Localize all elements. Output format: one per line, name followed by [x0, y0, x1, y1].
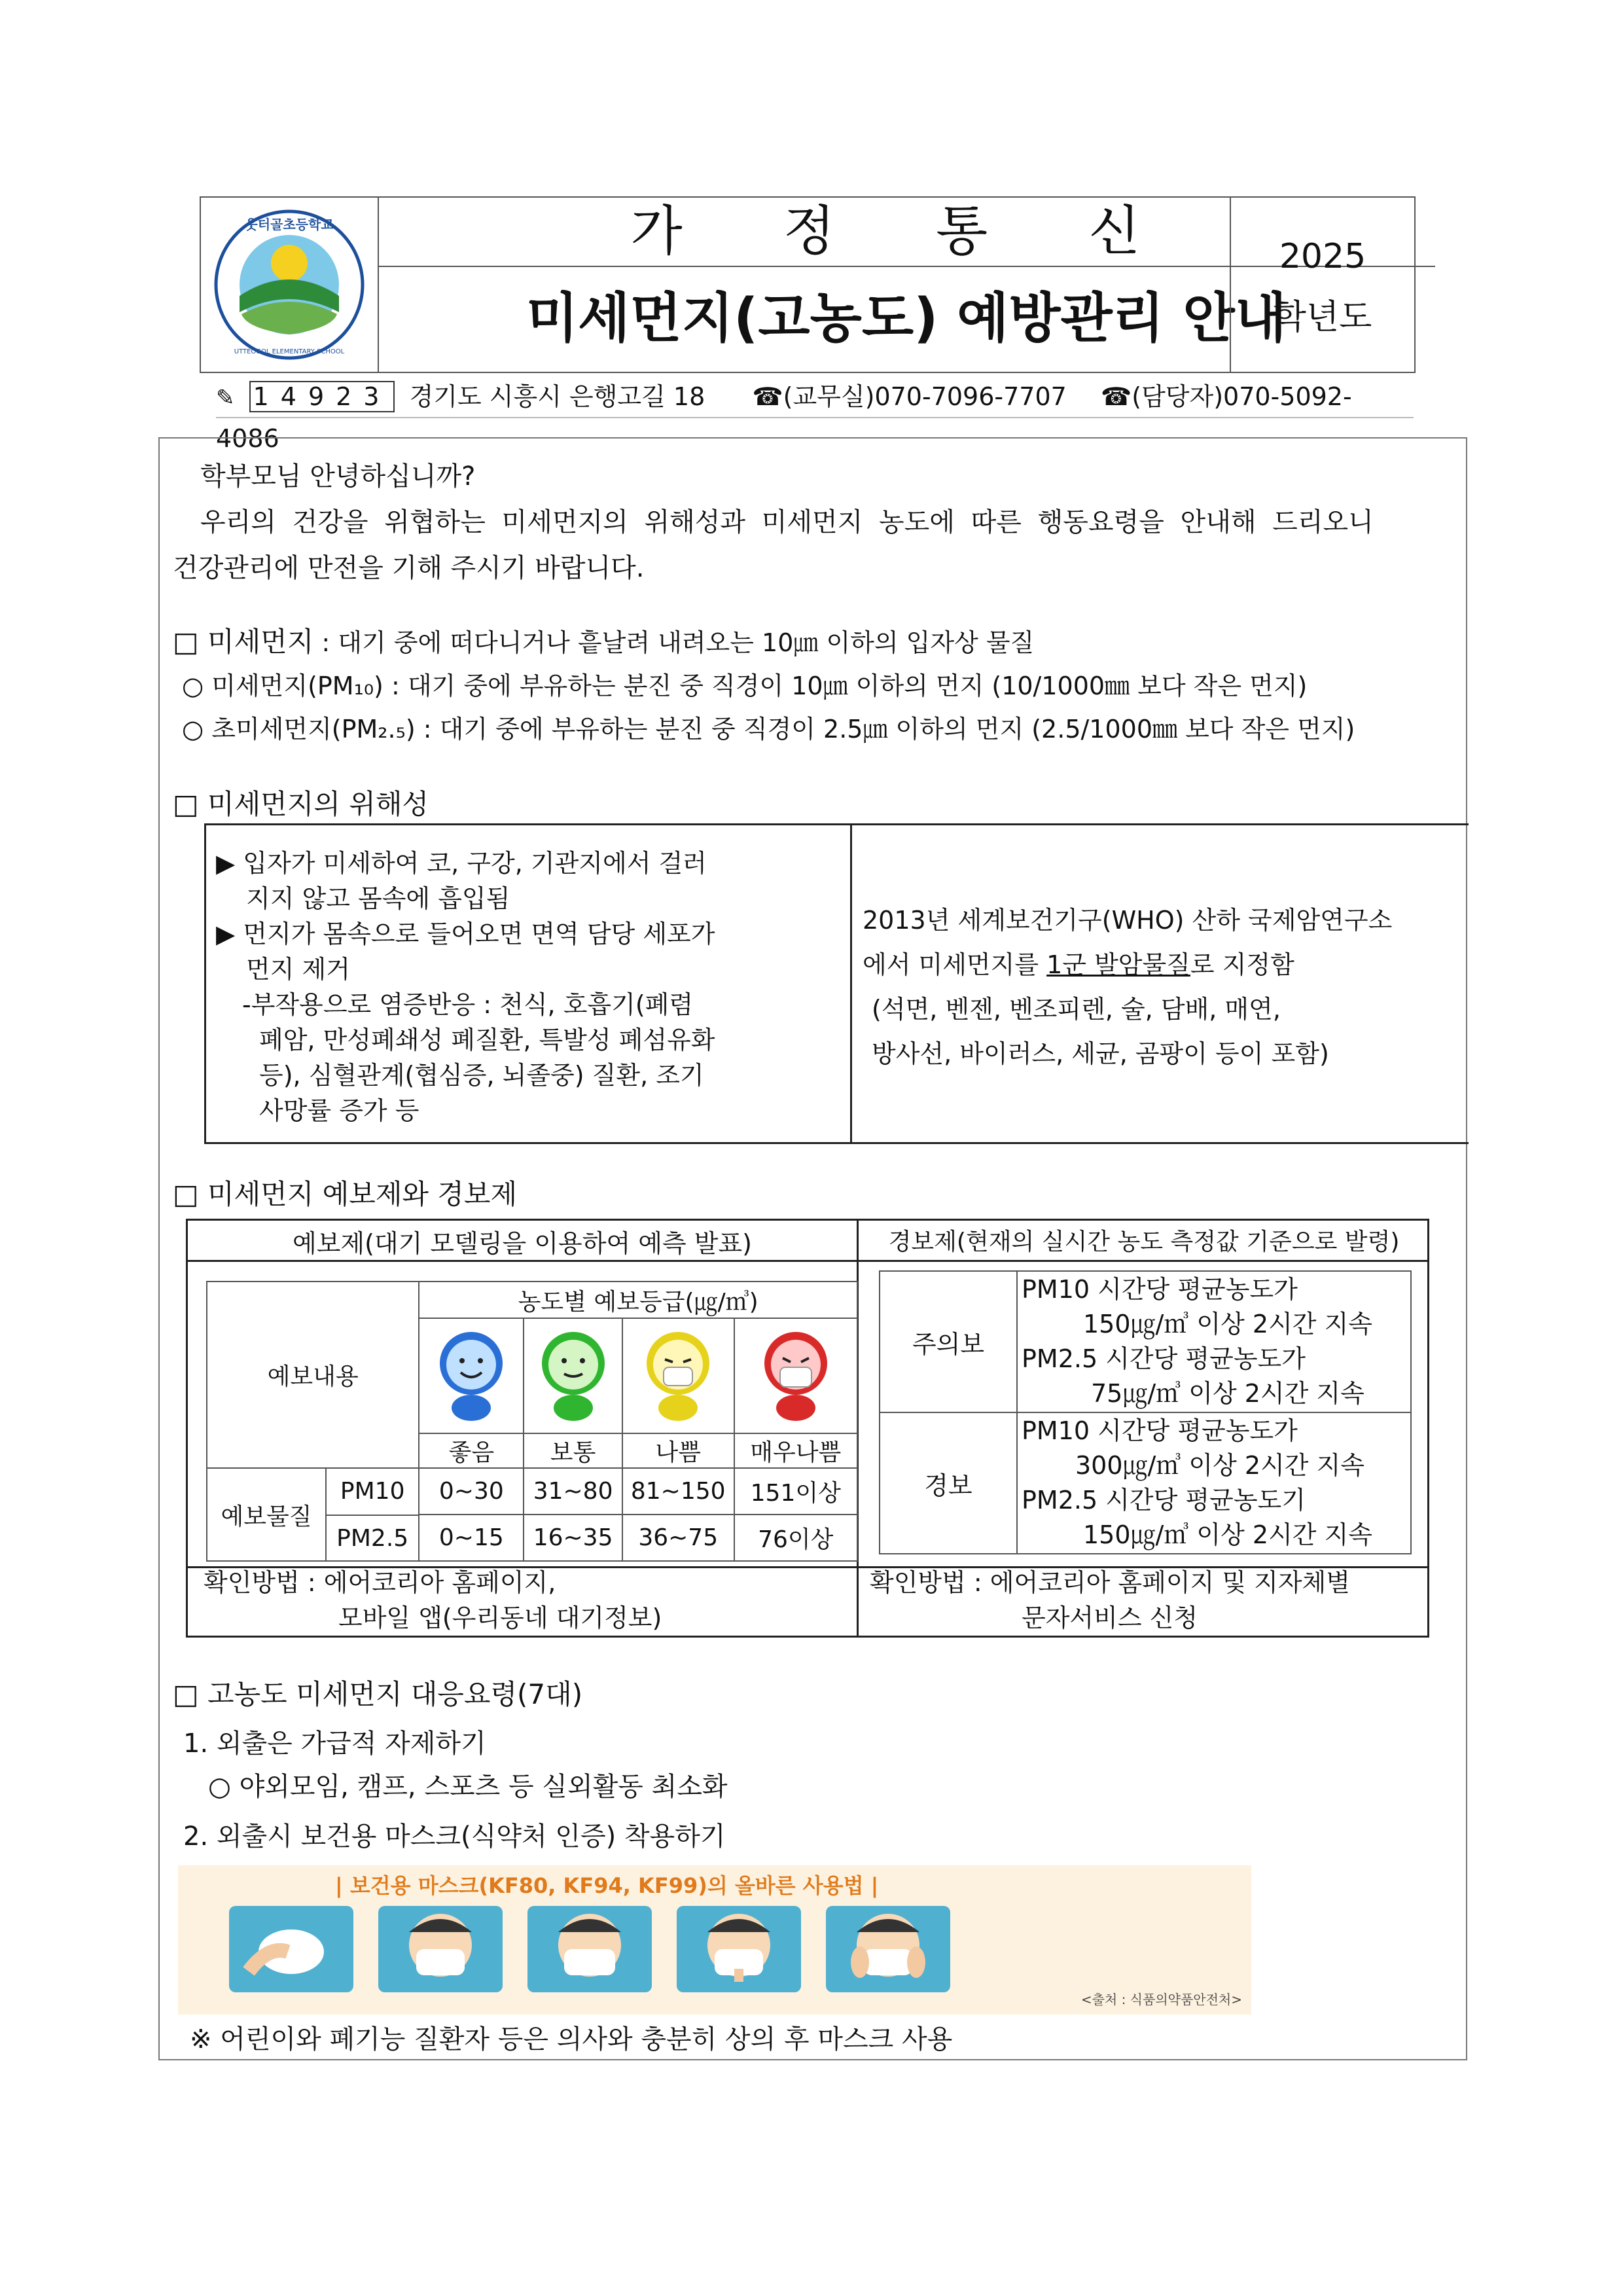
address-bar: [216, 376, 1414, 453]
page-title: 미세먼지(고농도) 예방관리 안내: [526, 287, 1287, 350]
alert-system-header: 경보제(현재의 실시간 농도 측정값 기준으로 발령): [888, 1229, 1400, 1255]
mask-guide-banner: [178, 1865, 1251, 2015]
school-logo-cell: [201, 198, 379, 372]
forecast-system-header: 예보제(대기 모델링을 이용하여 예측 발표): [292, 1229, 752, 1258]
pm10-value: 31~80: [524, 1468, 622, 1515]
pm25-row-label: PM2.5: [336, 1525, 409, 1552]
postcode: 14923: [249, 381, 395, 412]
who-line-4: 방사선, 바이러스, 세균, 곰팡이 등이 포함): [872, 1039, 1329, 1068]
mask-step-2-image: [378, 1906, 503, 1992]
pm10-value: 0~30: [419, 1468, 524, 1515]
alert-table: [879, 1270, 1412, 1554]
pm25-value: 76이상: [734, 1515, 857, 1561]
harm-right-text: [863, 898, 1392, 1076]
alert-check-method: 확인방법 : 에어코리아 홈페이지 및 지자체별 문자서비스 신청: [870, 1568, 1350, 1632]
forecast-alert-table: [186, 1219, 1429, 1638]
alert-criteria: PM10 시간당 평균농도가 150㎍/㎥ 이상 2시간 지속 PM2.5 시간당 평균농도가 75㎍/㎥ 이상 2시간 지속: [1017, 1271, 1411, 1412]
bad-face-icon: [639, 1324, 717, 1422]
mask-step-4-image: [677, 1906, 801, 1992]
alert-criteria: PM10 시간당 평균농도가 300㎍/㎥ 이상 2시간 지속 PM2.5 시간당 평균농도기 150㎍/㎥ 이상 2시간 지속: [1017, 1412, 1411, 1554]
school-logo: [201, 198, 378, 372]
harm-line: 등), 심혈관계(협심증, 뇌졸중) 질환, 조기: [259, 1061, 704, 1090]
who-line-1: 2013년 세계보건기구(WHO) 산하 국제암연구소: [863, 906, 1393, 935]
pm25-definition: ○ 초미세먼지(PM₂.₅) : 대기 중에 부유하는 분진 중 직경이 2.5㎛ 이하의 먼지 (2.5/1000㎜ 보다 작은 먼지): [182, 715, 1355, 744]
alert-level: 주의보: [880, 1271, 1017, 1412]
forecast-content-label: 예보내용: [207, 1282, 419, 1468]
harm-line: 먼지 제거: [246, 955, 350, 984]
newsletter-title: 가 정 통 신: [378, 198, 1435, 267]
harm-line: ▶ 입자가 미세하여 코, 구강, 기관지에서 걸러: [216, 849, 707, 878]
definition-desc: : 대기 중에 떠다니거나 흩날려 내려오는 10㎛ 이하의 입자상 물질: [313, 628, 1035, 657]
school-year-cell: [1230, 198, 1414, 372]
mask-guide-source: <출처 : 식품의약품안전처>: [1080, 1992, 1242, 2007]
intro-line-2: 건강관리에 만전을 기해 주시기 바랍니다.: [173, 553, 645, 583]
mask-step-1-image: [229, 1906, 353, 1992]
response-item-2: 2. 외출시 보건용 마스크(식약처 인증) 착용하기: [183, 1821, 726, 1852]
mask-step-3-image: [527, 1906, 652, 1992]
harm-line: 폐암, 만성폐쇄성 폐질환, 특발성 폐섬유화: [259, 1026, 715, 1054]
pm10-row-label: PM10: [327, 1469, 418, 1516]
carcinogen-highlight: 1군 발암물질: [1046, 950, 1190, 979]
grade-face-very-bad: [734, 1318, 857, 1433]
forecast-grade-table: [206, 1281, 858, 1562]
response-heading: □ 고농도 미세먼지 대응요령(7대): [173, 1678, 583, 1710]
who-line-3: (석면, 벤젠, 벤조피렌, 술, 담배, 매연,: [872, 995, 1281, 1024]
grade-label: 좋음: [419, 1433, 524, 1468]
grade-label: 매우나쁨: [734, 1433, 857, 1468]
mask-step-5-image: [826, 1906, 950, 1992]
harm-line: 사망률 증가 등: [259, 1096, 419, 1125]
harm-heading: □ 미세먼지의 위해성: [173, 788, 429, 820]
alert-level: 경보: [880, 1412, 1017, 1554]
logo-text-bottom: UTTEOGOL ELEMENTARY SCHOOL: [234, 348, 345, 355]
mail-icon: ✎: [216, 385, 235, 411]
grade-label: 보통: [524, 1433, 622, 1468]
definition-heading: □ 미세먼지: [173, 626, 314, 658]
phone-manager: ☎(담당자)070-5092-4086: [216, 382, 1352, 453]
forecast-heading: □ 미세먼지 예보제와 경보제: [173, 1178, 518, 1210]
greeting: 학부모님 안녕하십니까?: [200, 461, 476, 492]
harm-left-text: [216, 846, 715, 1128]
school-year: 2025: [1279, 237, 1366, 276]
intro-line-1: 우리의 건강을 위협하는 미세먼지의 위해성과 미세먼지 농도에 따른 행동요령을 안내해 드리오니: [200, 507, 1374, 537]
response-item-1-sub: ○ 야외모임, 캠프, 스포츠 등 실외활동 최소화: [208, 1772, 728, 1802]
logo-text-top: 웃터골초등학교: [245, 217, 334, 232]
pm10-value: 81~150: [622, 1468, 734, 1515]
grade-face-normal: [524, 1318, 622, 1433]
harm-line: -부작용으로 염증반응 : 천식, 호흡기(폐렴: [242, 990, 694, 1019]
grade-label: 나쁨: [622, 1433, 734, 1468]
pm25-value: 0~15: [419, 1515, 524, 1561]
good-face-icon: [432, 1324, 510, 1422]
mask-guide-title: | 보건용 마스크(KF80, KF94, KF99)의 올바른 사용법 |: [335, 1873, 879, 1898]
school-year-suffix: 학년도: [1273, 298, 1372, 337]
response-item-1: 1. 외출은 가급적 자제하기: [183, 1729, 486, 1759]
material-label: 예보물질: [207, 1469, 327, 1560]
mask-note: ※ 어린이와 폐기능 질환자 등은 의사와 충분히 상의 후 마스크 사용: [190, 2024, 953, 2054]
street-address: 경기도 시흥시 은행고길 18: [409, 382, 705, 411]
definition-block: [173, 620, 1034, 660]
harm-line: ▶ 먼지가 몸속으로 들어오면 면역 담당 세포가: [216, 920, 715, 948]
forecast-check-method: 확인방법 : 에어코리아 홈페이지, 모바일 앱(우리동네 대기정보): [204, 1568, 662, 1632]
pm25-value: 16~35: [524, 1515, 622, 1561]
pm10-value: 151이상: [734, 1468, 857, 1515]
pm25-value: 36~75: [622, 1515, 734, 1561]
harm-line: 지지 않고 몸속에 흡입됨: [246, 884, 510, 913]
phone-office: ☎(교무실)070-7096-7707: [752, 382, 1067, 411]
pm10-definition: ○ 미세먼지(PM₁₀) : 대기 중에 부유하는 분진 중 직경이 10㎛ 이하의 먼지 (10/1000㎜ 보다 작은 먼지): [182, 672, 1308, 700]
very-bad-face-icon: [757, 1324, 835, 1422]
grade-face-bad: [622, 1318, 734, 1433]
header-box: [200, 196, 1416, 373]
normal-face-icon: [534, 1324, 613, 1422]
material-cell: [207, 1468, 419, 1561]
grade-face-good: [419, 1318, 524, 1433]
grade-header: 농도별 예보등급(㎍/㎥): [419, 1282, 857, 1318]
who-line-2: 에서 미세먼지를 1군 발암물질로 지정함: [863, 950, 1294, 979]
